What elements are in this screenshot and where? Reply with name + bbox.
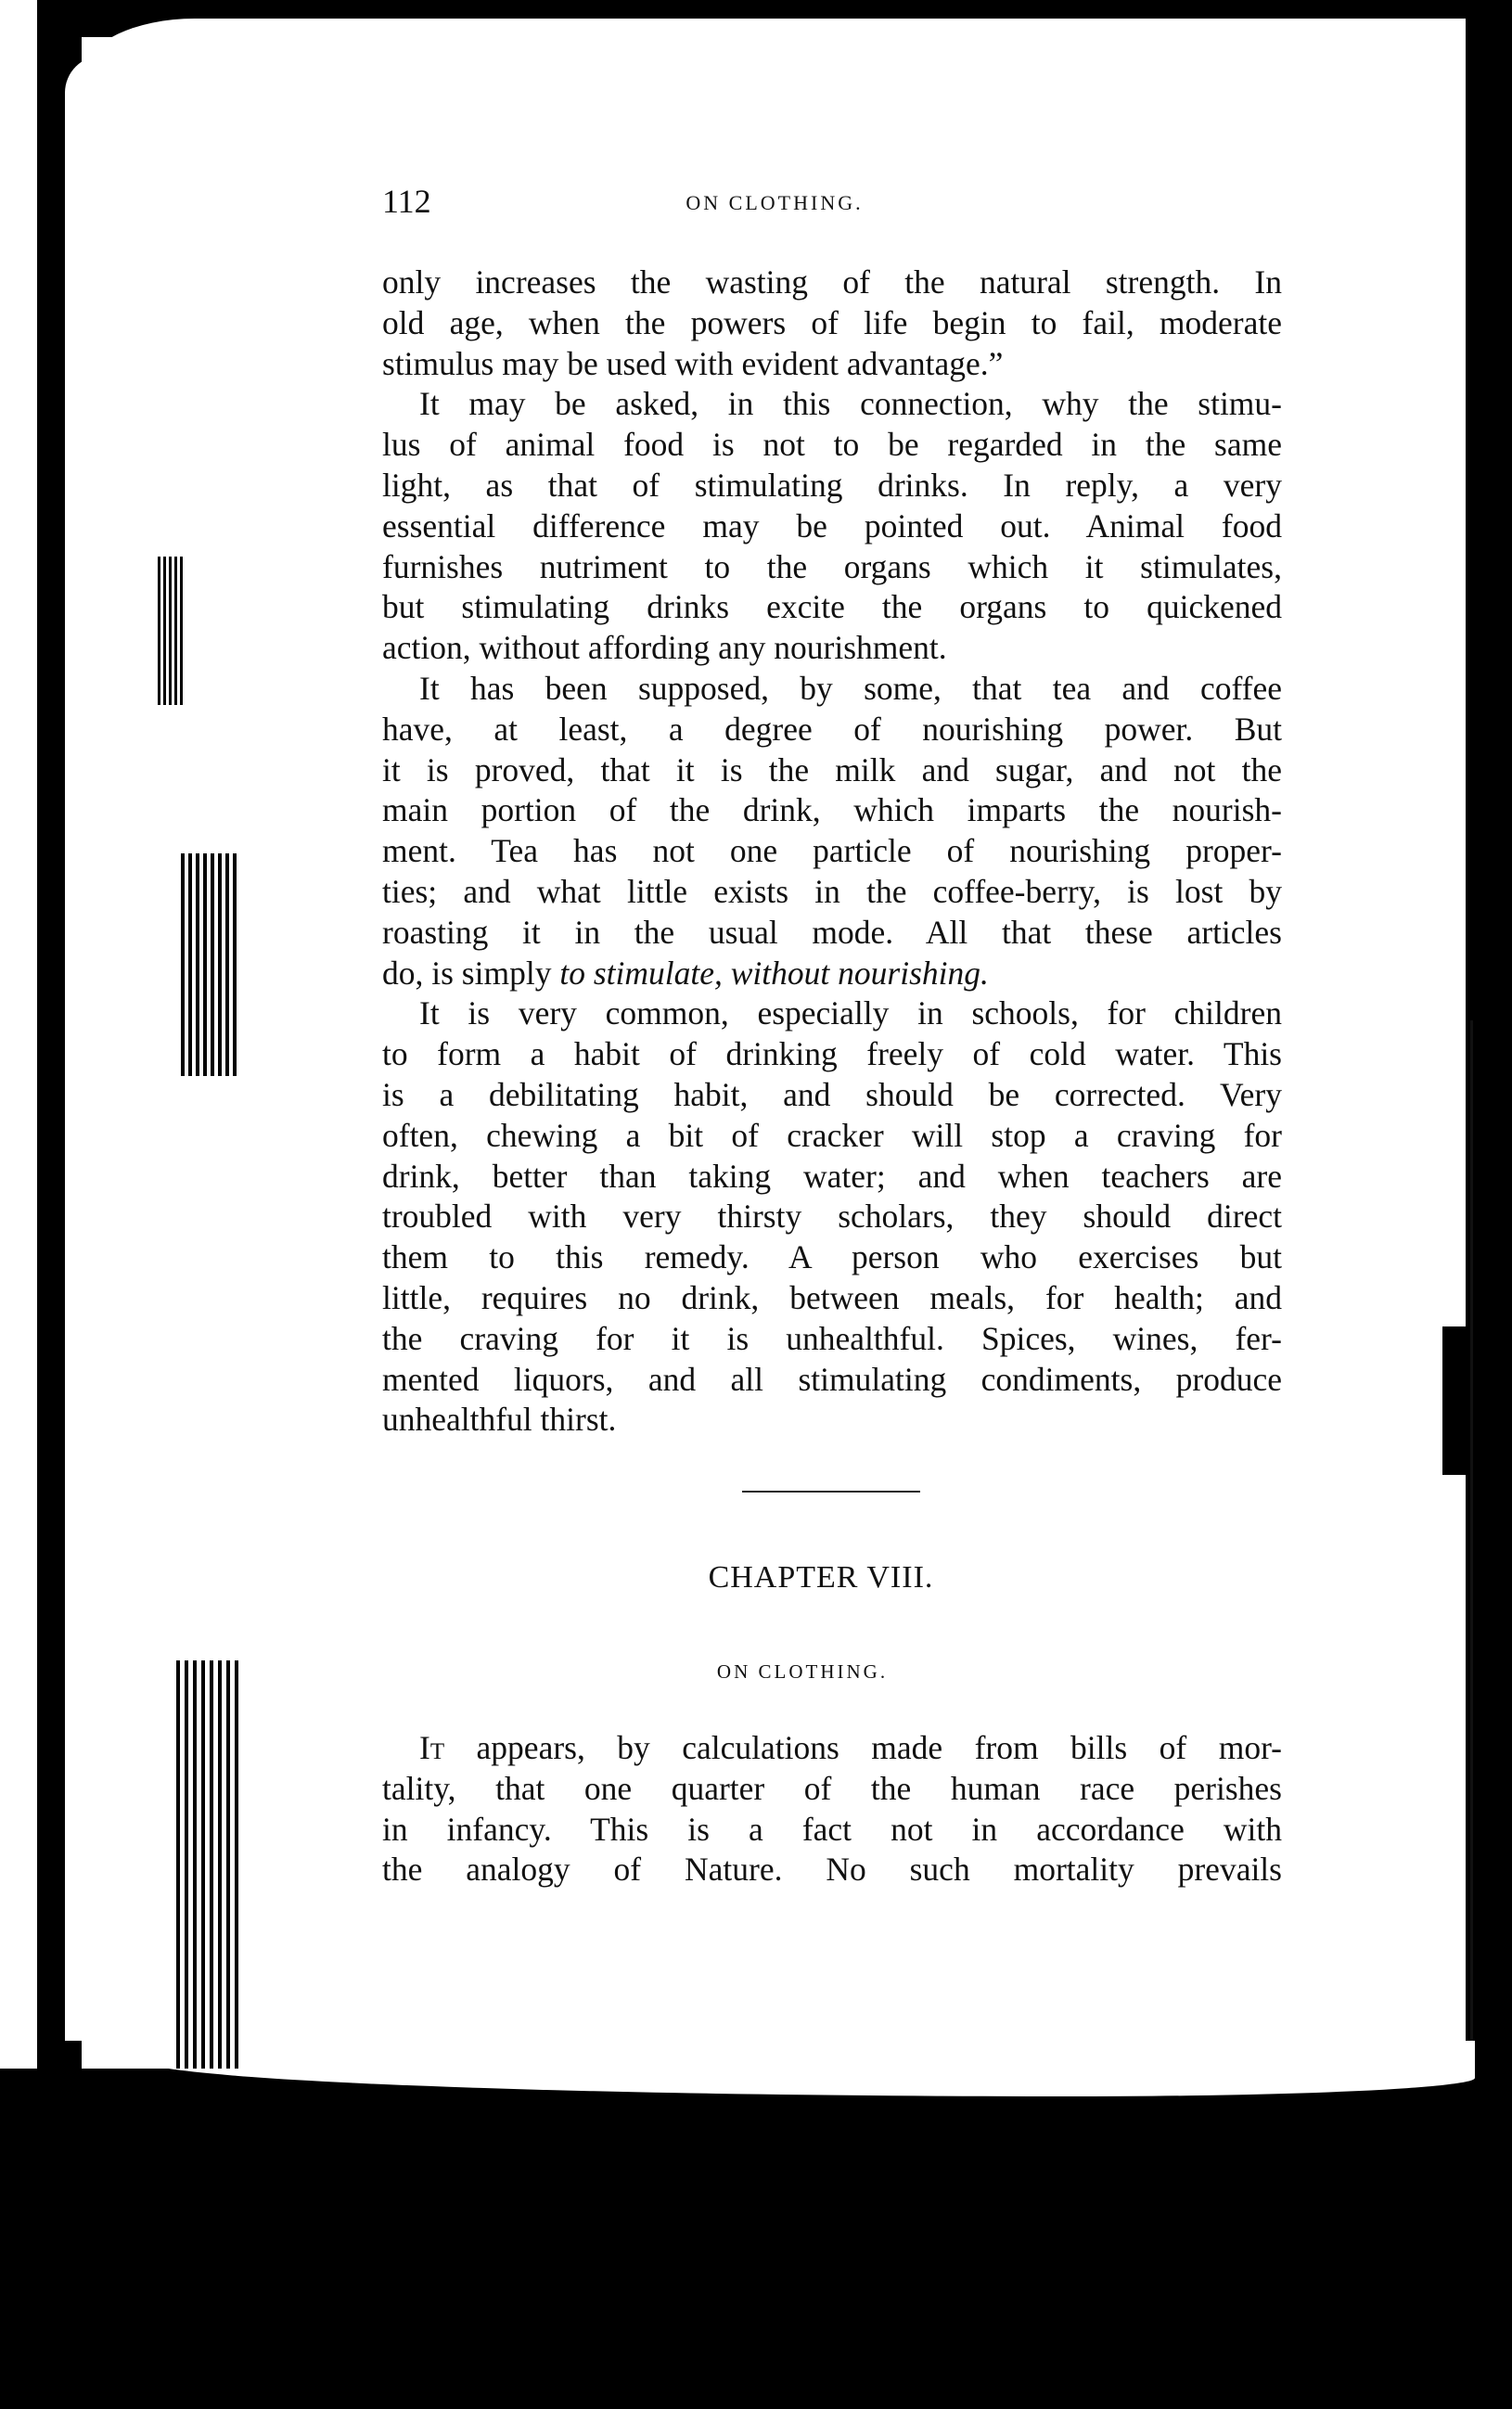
body-text xyxy=(382,263,1282,1441)
text-line: lus of animal food is not to be regarded in the same xyxy=(382,426,1282,464)
text-line: ment. Tea has not one particle of nourishing proper- xyxy=(382,832,1282,870)
running-head: ON CLOTHING. xyxy=(686,191,864,214)
bleed-through-mark xyxy=(181,853,237,1076)
text-line: little, requires no drink, between meals, for health; and xyxy=(382,1278,1282,1316)
text-line: furnishes nutriment to the organs which it stimulates, xyxy=(382,547,1282,585)
text-line: unhealthful thirst. xyxy=(382,1401,617,1439)
text-line: mented liquors, and all stimulating condiments, produce xyxy=(382,1360,1282,1398)
page-number: 112 xyxy=(382,183,431,220)
text-line: in infancy. This is a fact not in accordance with xyxy=(382,1810,1282,1848)
text-line: the analogy of Nature. No such mortality prevails xyxy=(382,1851,1282,1889)
section-divider xyxy=(742,1491,920,1493)
text-line: only increases the wasting of the natural strength. In xyxy=(382,263,1282,301)
text-line: light, as that of stimulating drinks. In reply, a very xyxy=(382,466,1282,504)
text-line xyxy=(382,1728,1282,1769)
text-line: essential difference may be pointed out. Animal food xyxy=(382,506,1282,545)
text-line: It may be asked, in this connection, why the stimu- xyxy=(419,385,1282,423)
text-line: the craving for it is unhealthful. Spices, wines, fer- xyxy=(382,1319,1282,1357)
text-line: It has been supposed, by some, that tea and coffee xyxy=(419,669,1282,707)
chapter-subtitle: ON CLOTHING. xyxy=(716,1660,889,1683)
page-edge xyxy=(65,56,102,2041)
bleed-through-mark xyxy=(176,1660,241,2069)
text-line: to form a habit of drinking freely of cold water. This xyxy=(382,1035,1282,1073)
text-line: tality, that one quarter of the human race perishes xyxy=(382,1769,1282,1807)
chapter-text xyxy=(382,1728,1282,1890)
text-line: but stimulating drinks excite the organs to quickened xyxy=(382,588,1282,626)
text-line: troubled with very thirsty scholars, they should direct xyxy=(382,1198,1282,1236)
text-line: it is proved, that it is the milk and sugar, and not the xyxy=(382,750,1282,788)
text-line: often, chewing a bit of cracker will stop a craving for xyxy=(382,1116,1282,1154)
dropcap-word: It xyxy=(419,1729,445,1766)
text-line: stimulus may be used with evident advantage.” xyxy=(382,344,1004,382)
text-line: have, at least, a degree of nourishing power. But xyxy=(382,710,1282,748)
chapter-title: CHAPTER VIII. xyxy=(708,1560,934,1595)
text-line xyxy=(382,954,1282,994)
bleed-through-mark xyxy=(1442,1326,1466,1475)
text-line: is a debilitating habit, and should be corrected. Very xyxy=(382,1075,1282,1113)
text-span: appears, by calculations made from bills of mor- xyxy=(444,1729,1282,1766)
italic-phrase: to stimulate, without nourishing. xyxy=(559,954,989,992)
text-line: It is very common, especially in schools, for children xyxy=(419,994,1282,1032)
text-line: ties; and what little exists in the coffee-berry, is lost by xyxy=(382,872,1282,910)
text-line: action, without affording any nourishment. xyxy=(382,629,947,667)
page-corner xyxy=(83,19,1466,83)
page-gutter-line xyxy=(1470,1020,1473,2041)
text-line: roasting it in the usual mode. All that these articles xyxy=(382,913,1282,951)
text-line: drink, better than taking water; and when teachers are xyxy=(382,1157,1282,1195)
bleed-through-mark xyxy=(158,557,186,705)
text-span: do, is simply xyxy=(382,954,560,992)
text-line: old age, when the powers of life begin to fail, moderate xyxy=(382,303,1282,341)
text-line: main portion of the drink, which imparts the nourish- xyxy=(382,791,1282,829)
scan-border-bottom xyxy=(0,2069,1512,2409)
text-line: them to this remedy. A person who exercises but xyxy=(382,1238,1282,1276)
